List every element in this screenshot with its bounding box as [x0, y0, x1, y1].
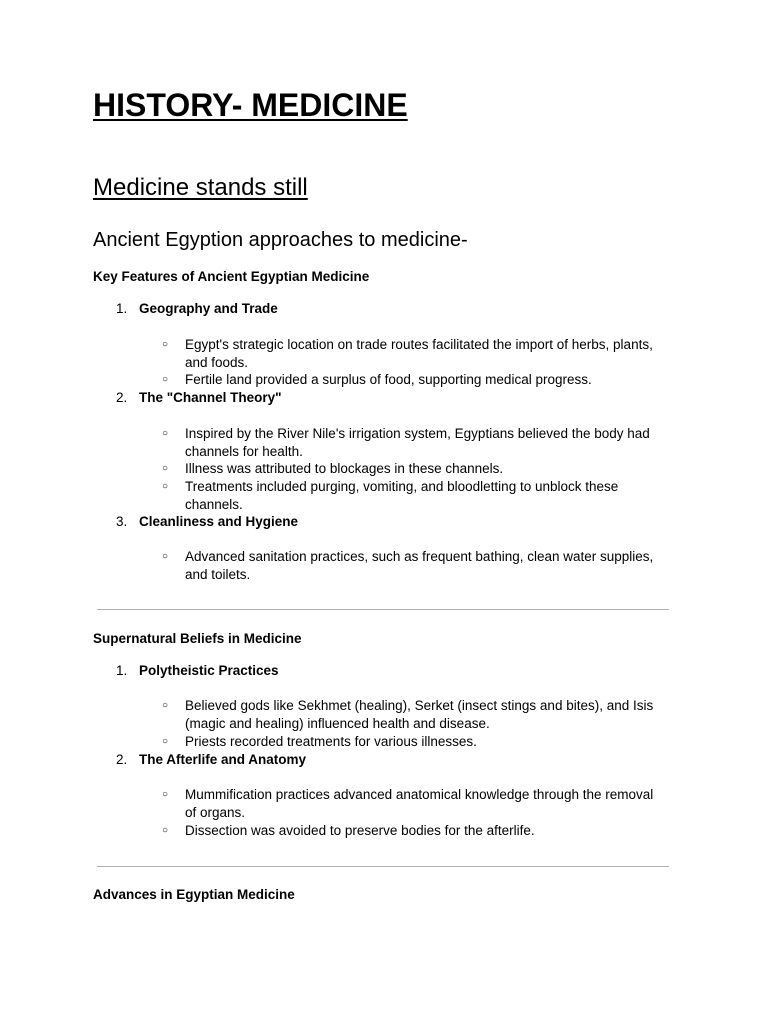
list-item-label: Geography and Trade	[139, 301, 278, 316]
horizontal-divider	[97, 866, 669, 867]
hollow-circle-bullet-icon: ○	[162, 789, 169, 800]
bullet-text: Mummification practices advanced anatomical knowledge through the removal of organs.	[185, 787, 654, 820]
topic-heading: Ancient Egyption approaches to medicine-	[93, 229, 468, 251]
bullet-text: Fertile land provided a surplus of food, supporting medical progress.	[185, 372, 592, 387]
list-item-label: The Afterlife and Anatomy	[139, 752, 307, 767]
bullet-item	[162, 425, 662, 460]
bullet-item	[162, 697, 662, 732]
section-heading-advances: Advances in Egyptian Medicine	[93, 887, 295, 902]
horizontal-divider	[97, 609, 669, 610]
hollow-circle-bullet-icon: ○	[162, 551, 169, 562]
bullet-text: Advanced sanitation practices, such as frequent bathing, clean water supplies, and toilets.	[185, 549, 654, 582]
bullet-item	[162, 786, 662, 821]
bullet-text: Dissection was avoided to preserve bodies for the afterlife.	[185, 823, 535, 838]
bullet-item	[162, 336, 662, 371]
bullet-text: Inspired by the River Nile's irrigation system, Egyptians believed the body had channels for health.	[185, 426, 650, 459]
hollow-circle-bullet-icon: ○	[162, 374, 169, 385]
bullet-text: Illness was attributed to blockages in these channels.	[185, 461, 504, 476]
list-item-label: The "Channel Theory"	[139, 390, 282, 405]
list-number: 2.	[116, 390, 128, 405]
hollow-circle-bullet-icon: ○	[162, 736, 169, 747]
list-number: 2.	[116, 752, 128, 767]
document-subtitle: Medicine stands still	[93, 174, 308, 201]
document-title: HISTORY- MEDICINE	[93, 87, 408, 123]
list-item-channel-theory	[116, 389, 282, 407]
hollow-circle-bullet-icon: ○	[162, 339, 169, 350]
hollow-circle-bullet-icon: ○	[162, 463, 169, 474]
bullet-item	[162, 733, 662, 751]
hollow-circle-bullet-icon: ○	[162, 428, 169, 439]
list-item-polytheistic	[116, 662, 279, 680]
hollow-circle-bullet-icon: ○	[162, 825, 169, 836]
bullet-item	[162, 371, 662, 389]
list-item-label: Polytheistic Practices	[139, 663, 279, 678]
bullet-item	[162, 478, 662, 513]
list-item-cleanliness-hygiene	[116, 513, 298, 531]
list-number: 1.	[116, 301, 128, 316]
bullet-item	[162, 548, 662, 583]
bullet-text: Egypt's strategic location on trade routes facilitated the import of herbs, plants, and foods.	[185, 337, 653, 370]
bullet-item	[162, 822, 662, 840]
section-heading-supernatural: Supernatural Beliefs in Medicine	[93, 631, 302, 646]
list-item-geography-trade	[116, 300, 278, 318]
list-number: 1.	[116, 663, 128, 678]
bullet-text: Treatments included purging, vomiting, and bloodletting to unblock these channels.	[185, 479, 619, 512]
section-heading-key-features: Key Features of Ancient Egyptian Medicine	[93, 269, 370, 284]
list-item-afterlife-anatomy	[116, 751, 306, 769]
list-item-label: Cleanliness and Hygiene	[139, 514, 299, 529]
list-number: 3.	[116, 514, 128, 529]
hollow-circle-bullet-icon: ○	[162, 700, 169, 711]
bullet-text: Believed gods like Sekhmet (healing), Serket (insect stings and bites), and Isis (magic and healing) influenced health and disease.	[185, 698, 654, 731]
hollow-circle-bullet-icon: ○	[162, 481, 169, 492]
bullet-item	[162, 460, 662, 478]
bullet-text: Priests recorded treatments for various illnesses.	[185, 734, 477, 749]
